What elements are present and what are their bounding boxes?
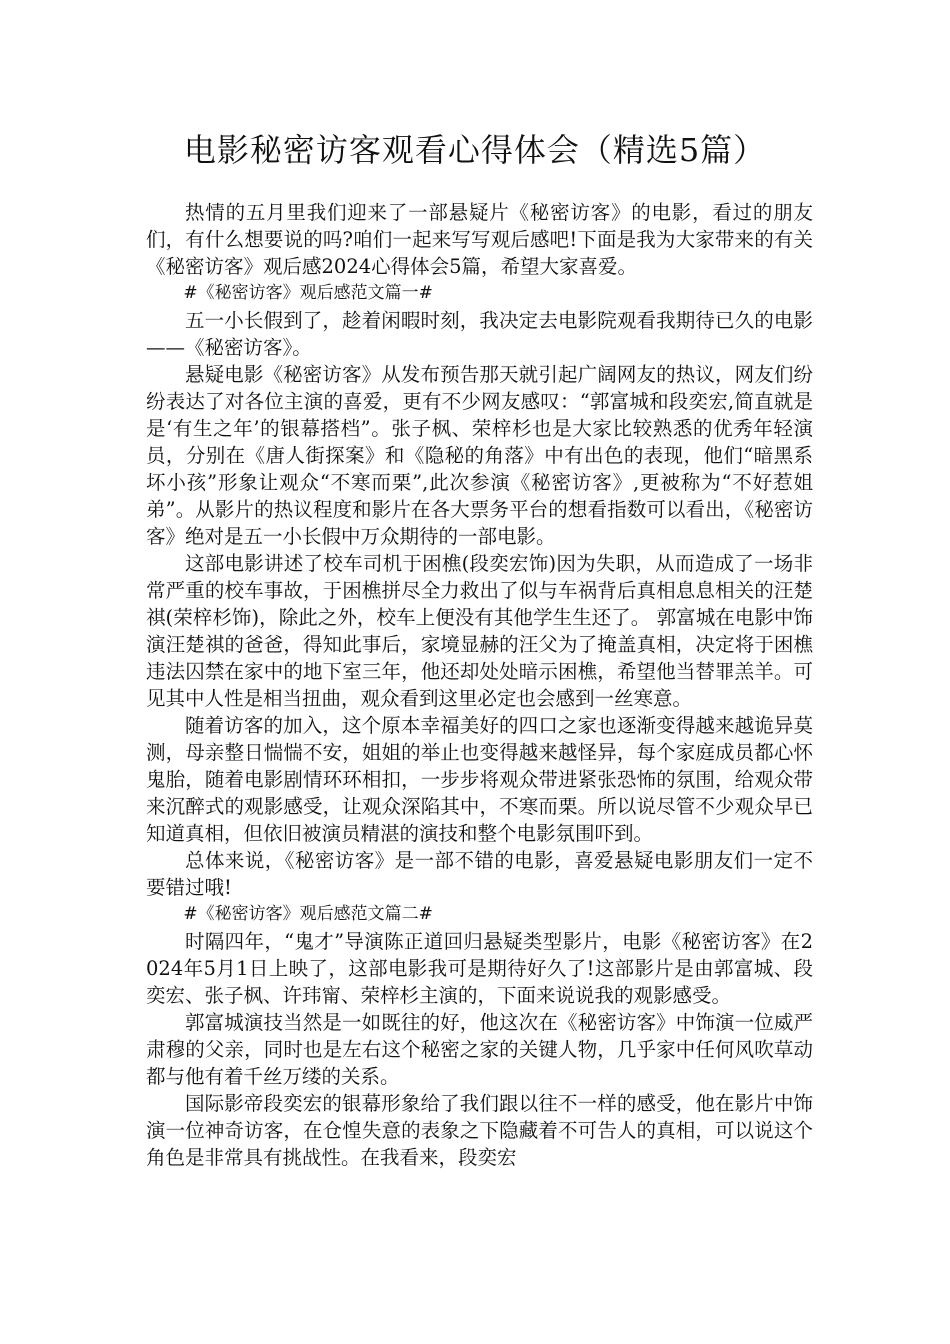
section-heading-two: #《秘密访客》观后感范文篇二# (183, 904, 433, 924)
paragraph: 时隔四年，“鬼才”导演陈正道回归悬疑类型影片，电影《秘密访客》在2024年5月1日上映了，这部电影我可是期待好久了!这部影片是由郭富城、段奕宏、张子枫、许玮甯、荣梓杉主演的，下面来说说我的观影感受。 (146, 930, 813, 1007)
paragraph: 五一小长假到了，趁着闲暇时刻，我决定去电影院观看我期待已久的电影——《秘密访客》。 (146, 309, 813, 359)
paragraph: 这部电影讲述了校车司机于困樵(段奕宏饰)因为失职，从而造成了一场非常严重的校车事故，于困樵拼尽全力救出了似与车祸背后真相息息相关的汪楚祺(荣梓杉饰)，除此之外，校车上便没有其他学生生还了。 郭富城在电影中饰演汪楚祺的爸爸，得知此事后，家境显赫的汪父为了掩盖真相，决定将于困樵违法囚禁在家中的地下室三年，他还却处处暗示困樵，希望他当替罪羔羊。可见其中人性是相当扭曲，观众看到这里必定也会感到一丝寒意。 (146, 552, 813, 710)
section-heading-one: #《秘密访客》观后感范文篇一# (183, 283, 433, 303)
document-title: 电影秘密访客观看心得体会（精选5篇） (183, 131, 767, 169)
intro-paragraph: 热情的五月里我们迎来了一部悬疑片《秘密访客》的电影，看过的朋友们，有什么想要说的吗?咱们一起来写写观后感吧!下面是我为大家带来的有关《秘密访客》观后感2024心得体会5篇，希望大家喜爱。 (146, 201, 813, 278)
paragraph: 随着访客的加入，这个原本幸福美好的四口之家也逐渐变得越来越诡异莫测，母亲整日惴惴不安，姐姐的举止也变得越来越怪异，每个家庭成员都心怀鬼胎，随着电影剧情环环相扣，一步步将观众带进紧张恐怖的氛围，给观众带来沉醉式的观影感受，让观众深陷其中，不寒而栗。所以说尽管不少观众早已知道真相，但依旧被演员精湛的演技和整个电影氛围吓到。 (146, 714, 813, 845)
paragraph: 悬疑电影《秘密访客》从发布预告那天就引起广阔网友的热议，网友们纷纷表达了对各位主演的喜爱，更有不少网友感叹：“郭富城和段奕宏,简直就是是‘有生之年’的银幕搭档”。张子枫、荣梓杉也是大家比较熟悉的优秀年轻演员，分别在《唐人街探案》和《隐秘的角落》中有出色的表现，他们“暗黑系坏小孩”形象让观众“不寒而栗”,此次参演《秘密访客》,更被称为“不好惹姐弟”。从影片的热议程度和影片在各大票务平台的想看指数可以看出，《秘密访客》绝对是五一小长假中万众期待的一部电影。 (146, 363, 813, 548)
paragraph: 总体来说，《秘密访客》是一部不错的电影，喜爱悬疑电影朋友们一定不要错过哦! (146, 849, 813, 899)
document-body (146, 199, 813, 1171)
paragraph: 国际影帝段奕宏的银幕形象给了我们跟以往不一样的感受，他在影片中饰演一位神奇访客，在仓惶失意的表象之下隐藏着不可告人的真相，可以说这个角色是非常具有挑战性。在我看来，段奕宏 (146, 1092, 813, 1169)
paragraph: 郭富城演技当然是一如既往的好，他这次在《秘密访客》中饰演一位威严肃穆的父亲，同时也是左右这个秘密之家的关键人物，几乎家中任何风吹草动都与他有着千丝万缕的关系。 (146, 1011, 813, 1088)
